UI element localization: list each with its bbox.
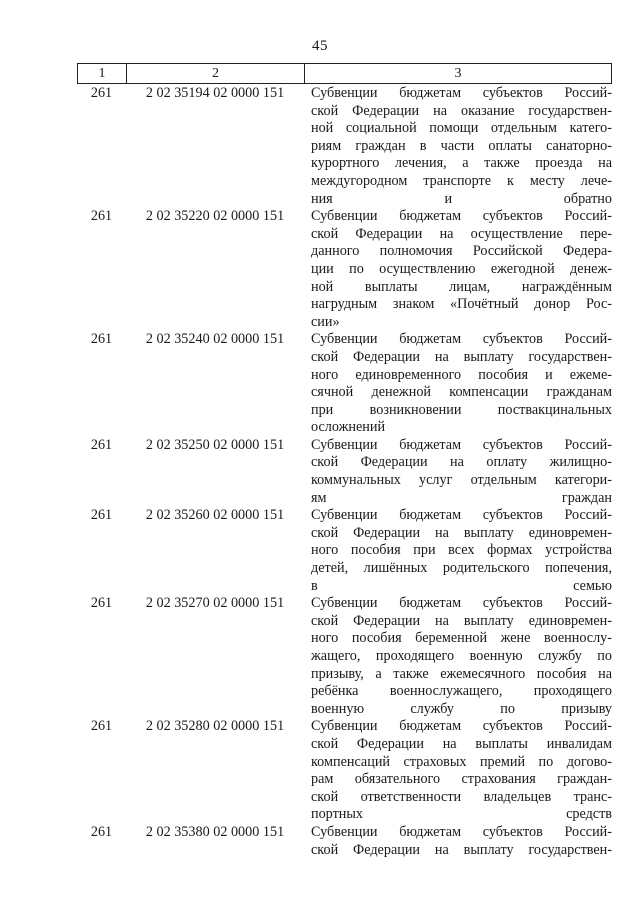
kbk-code-cell: 2 02 35280 02 0000 151	[145, 718, 285, 735]
admin-code-cell: 261	[90, 823, 113, 840]
table-row	[77, 208, 612, 331]
kbk-code-cell: 2 02 35250 02 0000 151	[145, 436, 285, 453]
admin-code-cell: 261	[90, 85, 113, 101]
table-row	[77, 595, 612, 718]
kbk-code-cell: 2 02 35220 02 0000 151	[145, 208, 285, 225]
table-row	[77, 331, 612, 437]
table-body	[77, 85, 612, 859]
admin-code-cell: 261	[90, 436, 113, 453]
admin-code-cell: 261	[90, 331, 113, 348]
page-number: 45	[312, 38, 328, 54]
admin-code-cell: 261	[90, 208, 113, 225]
description-cell: Субвенции бюджетам субъектов Россий- ской Федерации на выплату государствен-	[311, 823, 612, 858]
kbk-code-cell: 2 02 35380 02 0000 151	[145, 823, 285, 840]
kbk-code-cell: 2 02 35270 02 0000 151	[145, 595, 285, 612]
description-cell: Субвенции бюджетам субъектов Россий- ской Федерации на выплату единовремен- ного пособия беременной жене военнослу- жащего, проходящего военную службу по призыву, а также ежемесячного пособия на ребёнка военнослужащего, проходящего военную службу по призыву	[311, 595, 612, 717]
table-row	[77, 824, 612, 859]
header-col-3: 3	[454, 65, 462, 81]
description-cell: Субвенции бюджетам субъектов Россий- ской Федерации на выплату единовремен- ного пособия при всех формах устройства детей, лишённых родительского попечения, в семью	[311, 507, 612, 594]
description-cell: Субвенции бюджетам субъектов Россий- ской Федерации на выплаты инвалидам компенсаций страховых премий по догово- рам обязательного страхования граждан- ской ответственности владельцев транс- портных средств	[311, 718, 612, 823]
description-cell: Субвенции бюджетам субъектов Россий- ской Федерации на оказание государствен- ной социальной помощи отдельным катего- риям граждан в части оплаты санаторно- курортного лечения, а также проезда на междугородном транспорте к месту лече- ния и обратно	[311, 85, 612, 207]
table-row	[77, 718, 612, 824]
header-col-2: 2	[127, 64, 305, 83]
table-row	[77, 437, 612, 507]
table-row	[77, 85, 612, 208]
description-cell: Субвенции бюджетам субъектов Россий- ской Федерации на оплату жилищно- коммунальных услуг отдельным категори- ям граждан	[311, 436, 612, 506]
description-cell: Субвенции бюджетам субъектов Россий- ской Федерации на выплату государствен- ного единовременного пособия и ежеме- сячной денежной компенсации гражданам при возникновении поствакцинальных осложнений	[311, 331, 612, 436]
kbk-code-cell: 2 02 35260 02 0000 151	[145, 507, 285, 524]
table-row	[77, 507, 612, 595]
admin-code-cell: 261	[90, 718, 113, 735]
description-cell: Субвенции бюджетам субъектов Россий- ской Федерации на осуществление пере- данного полномочия Российской Федера- ции по осуществлению ежегодной денеж- ной выплаты лицам, награждённым нагрудным знаком «Почётный донор Рос- сии»	[311, 208, 612, 330]
kbk-code-cell: 2 02 35194 02 0000 151	[145, 85, 285, 101]
admin-code-cell: 261	[90, 595, 113, 612]
admin-code-cell: 261	[90, 507, 113, 524]
table-header-row	[77, 63, 612, 84]
header-col-1: 1	[78, 64, 127, 83]
kbk-code-cell: 2 02 35240 02 0000 151	[145, 331, 285, 348]
